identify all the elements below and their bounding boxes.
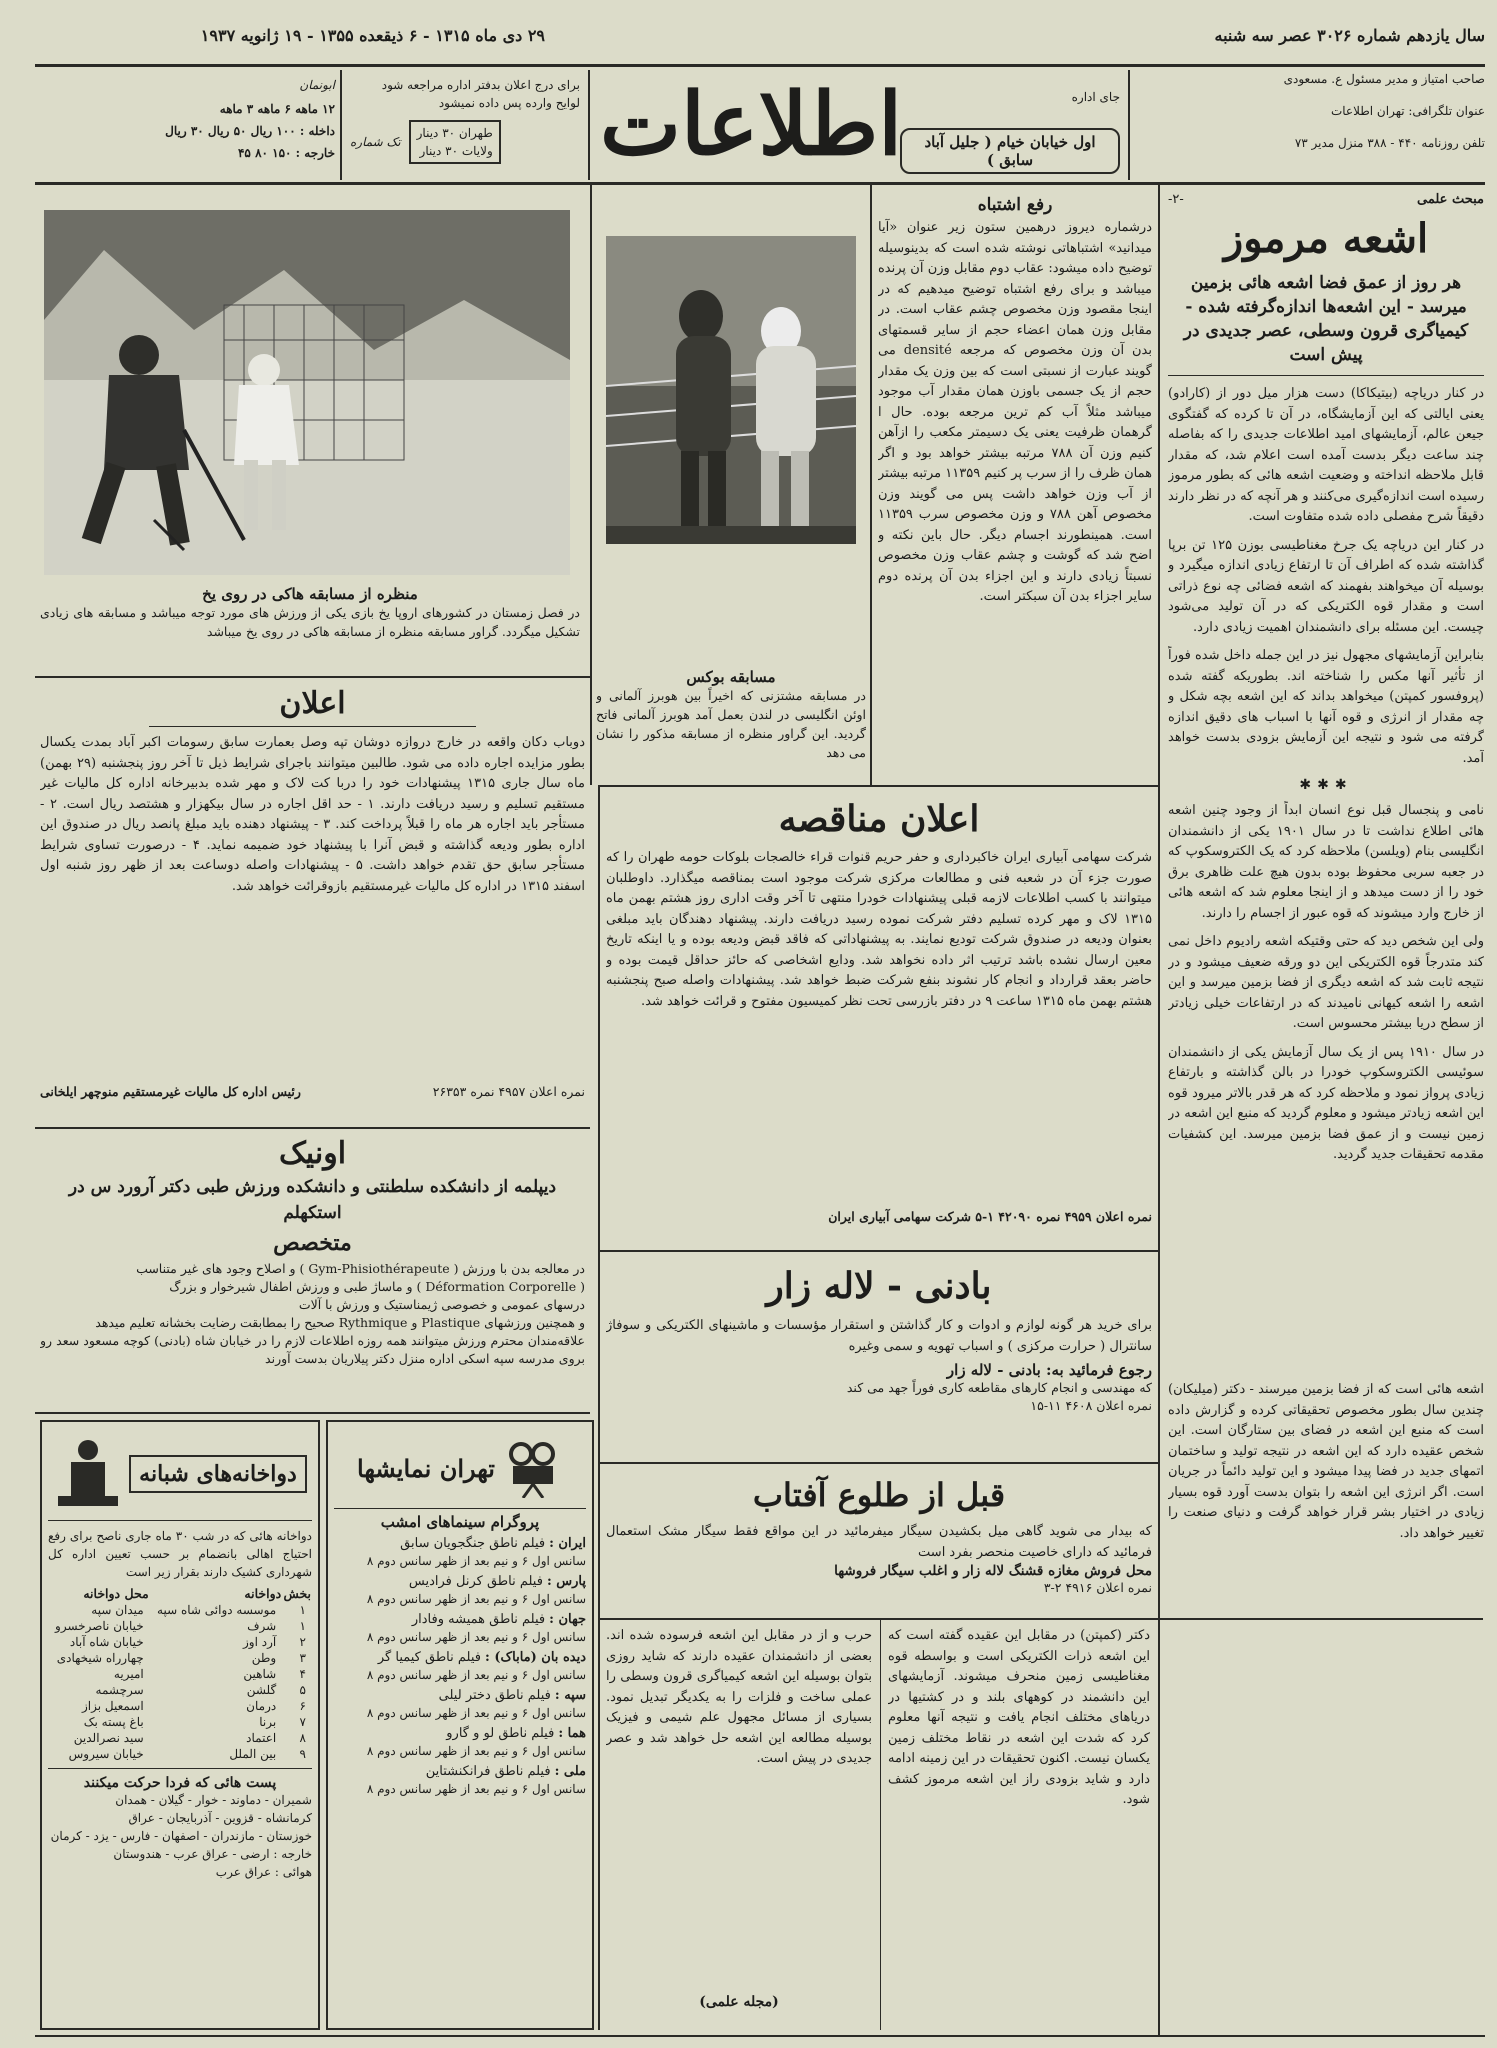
table-cell: چهارراه شیخهادی (56, 1651, 144, 1665)
notice-number: نمره اعلان ۴۹۵۷ نمره ۲۶۳۵۳ (432, 1084, 585, 1099)
boxing-image (606, 236, 856, 544)
projector-icon (503, 1438, 563, 1498)
table-cell: امیریه (113, 1667, 144, 1681)
table-cell: خیابان ناصرخسرو (55, 1619, 144, 1633)
hockey-image (44, 210, 570, 575)
pharmacy-box (40, 1420, 320, 2030)
table-row (48, 1682, 312, 1698)
separator-ornament: ✱✱✱ (1299, 777, 1353, 793)
tender-ad (606, 790, 1152, 1245)
col-location: محل دواخانه (83, 1586, 149, 1601)
science-cont-b: دکتر (کمپتن) در مقابل این عقیده گفته است که این اشعه ذرات الکتریکی است و بواسطه قوه مغناطیسی زمین منحرف میشوند. آزمایشهای این دانشمند در کوههای بلند و در کشتیها در دریاهای مختلف انجام یافت و نتیجه آنها معلوم کرد که شدت این اشعه در نقاط مختلف زمین یکسان نیست. اکنون تحقیقات در این زمینه ادامه دارد و شاید بزودی راز این اشعه مرموز کشف شود. (888, 1628, 1150, 1807)
table-row (48, 1666, 312, 1682)
sunrise-title: قبل از طلوع آفتاب (752, 1476, 1006, 1514)
cinema-program-title: پروگرام سینماهای امشب (380, 1513, 540, 1531)
table-cell: ۱ (299, 1603, 306, 1617)
table-cell: ۵ (299, 1683, 306, 1697)
cinema-film: فیلم ناطق کرنل فرادیس (408, 1574, 543, 1589)
cinema-header (334, 1428, 586, 1509)
sunrise-body: که بیدار می شوید گاهی میل بکشیدن سیگار میفرمائید در این مواقع فقط سیگار مشک استعمال فرمائید که دارای خاصیت منحصر بفرد است (606, 1524, 1152, 1560)
pharmacy-table (48, 1585, 312, 1762)
cinema-showtimes: سانس اول ۶ و نیم بعد از ظهر سانس دوم ۸ (366, 1630, 586, 1644)
hockey-caption-text: در فصل زمستان در کشورهای اروپا یخ بازی یکی از ورزش های مورد توجه میباشد و مسابقه های زیادی تشکیل میگردد. گراور مسابقه منظره از مسابقه هاکی در روی یخ میباشد (40, 605, 580, 639)
cinema-showtimes: سانس اول ۶ و نیم بعد از ظهر سانس دوم ۸ (366, 1668, 586, 1682)
science-continued-mid (888, 1626, 1150, 2026)
table-cell: آرد اوز (243, 1635, 277, 1649)
phone-line: تلفن روزنامه ۴۴۰ - ۳۸۸ منزل مدیر ۷۳ (1294, 136, 1485, 150)
cinema-entry (334, 1725, 586, 1759)
cinema-name: پارس : (546, 1574, 586, 1589)
post-line: شمیران - دماوند - خوار - گیلان - همدان (115, 1793, 312, 1807)
article-paragraph: در کنار دریاچه (بیتیکاکا) دست هزار میل دور از (کارادو) یعنی ایالتی که این آزمایشگاه، در آن تا کرده که گفتگوی جیعن عالم، آزمایشهای امید اطلاعات جدیدی را که بفاصله چند ساعت دیگر بدست آمده است اعلام شد، که مقدار قابل ملاحظه انداخته و وضعیت اشعه هائی که بطور مرموز رسیده است اندازه‌گیری می‌کنند و هر آنچه که در نظر دارند دقیقاً شرح مفصلی داده شده متفاوت است. (1168, 386, 1484, 524)
table-row (48, 1618, 312, 1634)
post-line: هوائی : عراق عرب (215, 1865, 312, 1879)
inik-specialty: متخصص (273, 1230, 352, 1256)
table-cell: برنا (259, 1715, 277, 1729)
cinema-showtimes: سانس اول ۶ و نیم بعد از ظهر سانس دوم ۸ (366, 1706, 586, 1720)
tender-title: اعلان مناقصه (778, 798, 980, 840)
table-cell: ۴ (299, 1667, 306, 1681)
issue-date: ۲۹ دی ماه ۱۳۱۵ - ۶ ذیقعده ۱۳۵۵ - ۱۹ ژانویه ۱۹۳۷ (200, 26, 545, 45)
subscription-label: ابونمان (299, 78, 335, 92)
table-cell: خیابان شاه آباد (69, 1635, 144, 1649)
subscription-domestic: داخله : ۱۰۰ ریال ۵۰ ریال ۳۰ ریال (165, 124, 335, 138)
pharmacist-icon (53, 1434, 123, 1514)
cinema-entry (334, 1649, 586, 1683)
table-row (48, 1602, 312, 1618)
table-cell: میدان سپه (91, 1603, 144, 1617)
cinema-showtimes: سانس اول ۶ و نیم بعد از ظهر سانس دوم ۸ (366, 1554, 586, 1568)
article-subtitle: هر روز از عمق فضا اشعه هائی بزمین میرسد - این اشعه‌ها اندازه‌گرفته شده - کیمیاگری قرون وسطی، عصر جدیدی در پیش است (1183, 273, 1469, 365)
pharmacy-title: دواخانه‌های شبانه (129, 1455, 307, 1493)
correction-title: رفع اشتباه (977, 195, 1053, 215)
table-cell: ۱ (299, 1619, 306, 1633)
science-continued-right (1168, 1380, 1484, 2030)
badeni-ad (606, 1256, 1152, 1456)
tehran-price: طهران ۳۰ دینار (416, 126, 493, 140)
table-cell: ۶ (299, 1699, 306, 1713)
hockey-photo (44, 210, 570, 575)
table-row (48, 1634, 312, 1650)
subscription-foreign: خارجه : ۱۵۰ ۸۰ ۴۵ (237, 146, 335, 160)
table-cell: ۷ (299, 1715, 306, 1729)
bills-note: لوایح وارده پس داده نمیشود (438, 96, 580, 110)
cinema-entry (334, 1573, 586, 1607)
masthead-owner-block (1140, 70, 1485, 180)
newspaper-logo: اطلاعات (600, 74, 903, 175)
inik-subtitle: دیپلمه از دانشکده سلطنتی و دانشکده ورزش طبی دکتر آرورد س در استکهلم (68, 1177, 557, 1223)
tender-footer: نمره اعلان ۴۹۵۹ نمره ۴۲۰۹۰ ۱-۵ شرکت سهامی آبیاری ایران (828, 1209, 1152, 1224)
table-row (48, 1746, 312, 1762)
cinema-film: فیلم ناطق کیمیا گر (377, 1650, 481, 1665)
boxing-caption-text: در مسابقه مشتزنی که اخیراً بین هوبرز آلمانی و اوئن انگلیسی در لندن بعمل آمد هوبرز آلمانی فاتح گردید. این گراور منظره از مسابقه مذکور را نشان می دهد (596, 688, 866, 760)
sunrise-ad (606, 1468, 1152, 1616)
pharmacy-header (48, 1428, 312, 1521)
correction-body: درشماره دیروز درهمین ستون زیر عنوان «آیا میدانید» اشتباهاتی نوشته شده است که بدینوسیله توضیح داده میشود: عقاب دوم مقابل وزن آن پرنده میباشد و برای رفع اشتباه توضیح میدهیم که در اینجا مقصود وزن مخصوص چشم عقاب است. در مقابل وزن همان اعضاء حجم از سایر قسمتهای بدن آن وزن مخصوص که مرجعه densité می گویند عبارت از نسبتی است که بین وزن یک مقدار حجم از یک جسمی باوزن همان مقدار آب موجود میباشد مثلاً آب کم ترین مرجعه بوده. حال ا گرهمان ظرفیت یعنی یک دسیمتر مکعب را ازآهن کنیم وزن آن ۷۸۸ مرتبه بیشتر خواهد بود و اگر همان ظرف را از سرب پر کنیم ۱۱۳۵۹ مرتبه بیشتر از آب وزن خواهد داشت پس می گویند وزن مخصوص آهن ۷۸۸ و وزن مخصوص سرب ۱۱۳۵۹ است. همینطورند اجسام دیگر. حال باین نکته و اضح شد که گوشت و چشم عقاب وزن مخصوص نسبتاً زیادی دارند و این اجزاء بدن آن پرنده دوم سایر اجزاء بدن آن سبکتر است. (878, 220, 1152, 604)
cinema-showtimes: سانس اول ۶ و نیم بعد از ظهر سانس دوم ۸ (366, 1782, 586, 1796)
cinema-showtimes: سانس اول ۶ و نیم بعد از ظهر سانس دوم ۸ (366, 1592, 586, 1606)
cinema-name: دیده بان (ماباک) : (485, 1650, 586, 1665)
address-block (900, 88, 1120, 168)
notice-title: اعلان (279, 686, 346, 721)
sunrise-footer: نمره اعلان ۴۹۱۶ ۲-۳ (1043, 1580, 1152, 1595)
article-paragraph: بنابراین آزمایشهای مجهول نیز در این جمله داخل شده فوراً از تأثیر آنها مکس را شناخته اند. بطوریکه گفته شده (پروفسور کمپتن) میخواهد بداند که این اشعه بچه شکل و چه مقدار از انرژی و قوه آنها با اسباب های دقیق اندازه گرفته می شود و نتیجه این آزمایش بزودی بدست خواهد آمد. (1168, 648, 1484, 766)
post-line: کرمانشاه - قزوین - آذربایجان - عراق (128, 1811, 312, 1825)
inik-title: اونیک (278, 1136, 347, 1171)
cinema-film: فیلم ناطق همیشه وفادار (411, 1612, 546, 1627)
table-cell: ۸ (299, 1731, 306, 1745)
ads-note: برای درج اعلان بدفتر اداره مراجعه شود (381, 78, 580, 92)
article-title: اشعه مرموز (1223, 215, 1429, 262)
masthead-rule (35, 182, 1485, 185)
cinema-name: هما : (558, 1726, 586, 1741)
cinema-film: فیلم ناطق دختر لیلی (438, 1688, 551, 1703)
article-paragraph: ولی این شخص دید که حتی وقتیکه اشعه رادیوم داخل نمی کند متدرجاً قوه الکتریکی این دو ورقه ضعیف میشود و در نتیجه ثابت شد که اشعه دیگری از فضا بزمین میرسد و این اشعه را اشعه کیهانی نامیدند که در ارتفاعات خیلی زیادتر از سطح دریا بیشتر محسوس است. (1168, 934, 1484, 1031)
correction-article (878, 192, 1152, 782)
ads-info-block (350, 76, 580, 180)
table-cell: خیابان سیروس (68, 1747, 144, 1761)
top-rule (35, 64, 1485, 67)
cinema-list (334, 1535, 586, 1797)
section-label: مبحث علمی (1417, 192, 1484, 207)
table-cell: باغ پسته بک (83, 1715, 144, 1729)
table-row (48, 1650, 312, 1666)
address-text: اول خیابان خیام ( جلیل آباد سابق ) (900, 128, 1120, 174)
telegraph-line: عنوان تلگرافی: تهران اطلاعات (1330, 104, 1485, 118)
table-cell: وطن (251, 1651, 277, 1665)
table-row (48, 1714, 312, 1730)
hockey-caption (40, 585, 580, 670)
boxing-photo (606, 236, 856, 544)
cinema-header-title: تهران نمایشها (357, 1453, 495, 1483)
notice-signature: رئیس اداره کل مالیات غیرمستقیم منوچهر ایلخانی (40, 1084, 301, 1099)
subscription-periods: ۱۲ ماهه ۶ ماهه ۳ ماهه (219, 102, 335, 116)
table-cell: موسسه دوائی شاه سپه (157, 1603, 277, 1617)
cinema-entry (334, 1687, 586, 1721)
table-cell: بین الملل (229, 1747, 277, 1761)
pharmacy-intro: دواخانه هائی که در شب ۳۰ ماه جاری ناصح برای رفع احتیاج اهالی بانضمام بر حسب تعیین اداره کل شهرداری کشیک دارند بقرار زیر است (48, 1529, 312, 1579)
tender-body: شرکت سهامی آبیاری ایران خاکبرداری و حفر حریم قنوات قراء خالصجات بلوکات حومه طهران را که صورت جزء آن در شعبه فنی و مطالعات مرکزی شرکت موجود است بمناقصه میگذارد. داوطلبان میتوانند با کسب اطلاعات لازمه قبلی پیشنهادات خودرا منتهی تا آخر وقت اداری روز هشتم بهمن ماه ۱۳۱۵ لاک و مهر کرده تسلیم دفتر شرکت نموده رسید دریافت دارند. پیشنهاد دهندگان باید مبلغی بعنوان ودیعه در صندوق شرکت تودیع نمایند. به پیشنهاداتی که فاقد قبض ودیعه بوده و یا اینکه تاریخ معین ارسال نشده باشد ترتیب اثر داده نخواهد شد. ودایع اشخاصی که حائز حداقل قیمت بوده و حاضر بعقد قرارداد و انجام کار نشوند بنفع شرکت ضبط خواهد شد. پیشنهادات واصله صبح پنجشنبه هشتم بهمن ماه ۱۳۱۵ ساعت ۹ در دفتر بازرسی تحت نظر کمیسیون مفتوح و قرائت خواهد شد. (606, 850, 1152, 1009)
article-paragraph: نامی و پنجسال قبل نوع انسان ابداً از وجود چنین اشعه هائی اطلاع نداشت تا در سال ۱۹۰۱ یکی از دانشمندان انگلیسی بنام (ویلسن) ملاحظه کرد که یک الکتروسکوپ که در جعبه سربی محفوظ بوده بدون هیچ علت ظاهری برق خود را از دست میدهد و از اینجا معلوم شد که اشعه هائی از خارج وارد میشوند که قوه عبور از اجسام را دارند. (1168, 803, 1484, 921)
article-paragraph: در کنار این دریاچه یک جرخ مغناطیسی بوزن ۱۲۵ تن برپا گذاشته شده که اطراف آن تا ارتفاع زیادی اندازه میگیرد و بوسیله آن میخواهند بفهمند که اشعه فضائی چه نوع ذراتی است و مقدار قوه الکتریکی که در آن تولید می‌شود چیست. این مسئله برای دانشمندان اهمیت زیادی دارد. (1168, 537, 1484, 635)
cinema-entry (334, 1535, 586, 1569)
badeni-title: بادنی - لاله زار (766, 1265, 992, 1307)
boxing-caption-title: مسابقه بوکس (686, 668, 776, 686)
badeni-note: که مهندسی و انجام کارهای مقاطعه کاری فوراً جهد می کند (846, 1380, 1152, 1395)
cinema-entry (334, 1763, 586, 1797)
badeni-contact: رجوع فرمائید به: بادنی - لاله زار (946, 1361, 1152, 1379)
science-continued-left (606, 1626, 872, 2026)
table-cell: شرف (247, 1619, 277, 1633)
inik-ad (40, 1134, 585, 1424)
cinema-showtimes: سانس اول ۶ و نیم بعد از ظهر سانس دوم ۸ (366, 1744, 586, 1758)
cinema-name: سپه : (554, 1688, 586, 1703)
issue-info: سال یازدهم شماره ۳۰۲۶ عصر سه شنبه (1214, 26, 1485, 45)
table-cell: درمان (246, 1699, 277, 1713)
inik-line: درسهای عمومی و خصوصی ژیمناستیک و ورزش با آلات (298, 1297, 585, 1312)
post-line: خارجه : ارضی - عراق عرب - هندوستان (113, 1847, 312, 1861)
article-paragraph: در سال ۱۹۱۰ پس از یک سال آزمایش یکی از دانشمندان سوئیسی الکتروسکوپ خودرا در بالن گذاشته و بارتفاع زیادی پرواز نمود و ملاحظه کرد که هر قدر بالاتر میرود قوه این اشعه زیادتر میشود و معلوم گردید که منبع این اشعه در زمین نیست و از عمق فضا بزمین میرسد. این کشفیات مقدمه تحقیقات جدید گردید. (1168, 1044, 1484, 1162)
cinema-box (326, 1420, 594, 2030)
owner-line: صاحب امتیاز و مدیر مسئول ع. مسعودی (1283, 72, 1485, 86)
table-cell: سید نصرالدین (73, 1731, 144, 1745)
subscription-block (40, 76, 335, 180)
cinema-name: ملی : (554, 1764, 586, 1779)
cinema-film: فیلم ناطق لو و گارو (446, 1726, 555, 1741)
col-pharmacy: دواخانه (244, 1586, 282, 1601)
hockey-caption-title: منظره از مسابقه هاکی در روی یخ (202, 585, 418, 603)
badeni-footer: نمره اعلان ۴۶۰۸ ۱۱-۱۵ (1030, 1398, 1152, 1413)
table-cell: اعتماد (246, 1731, 277, 1745)
boxing-caption (596, 668, 866, 783)
single-issue-label: تک شماره (350, 135, 401, 149)
science-cont-a: اشعه هائی است که از فضا بزمین میرسند - دکتر (میلیکان) چندین سال بطور مخصوص تحقیقاتی کرده و گزارش داده است که منبع این اشعه در فضای بین ستارگان است. این شخص عقیده دارد که این اشعه در نتیجه تولید و ساختمان اتمهای جدید در فضا پیدا میشود و این تولید دائماً در جریان است. اگر انرژی این اشعه را بتوان بدست آورد قوه بسیار زیادی در اختیار بشر قرار خواهد گرفت و دنیای صنعت را تغییر خواهد داد. (1168, 1382, 1484, 1541)
table-row (48, 1730, 312, 1746)
address-label: جای اداره (1071, 90, 1120, 104)
inik-address: علاقه‌مندان محترم ورزش میتوانند همه روزه اطلاعات لازم را در خیابان شاه (بادنی) کوچه مسعود سعد رو بروی مدرسه سپه اسکی اداره منزل دکتر پیلاریان بدست آورند (40, 1333, 585, 1366)
post-title: پست هائی که فردا حرکت میکنند (83, 1775, 277, 1791)
province-price: ولایات ۳۰ دینار (419, 144, 493, 158)
notice-ad (40, 682, 585, 1122)
table-row (48, 1698, 312, 1714)
table-cell: ۲ (299, 1635, 306, 1649)
table-cell: اسمعیل بزاز (81, 1699, 144, 1713)
table-cell: ۳ (299, 1651, 306, 1665)
cinema-name: ایران : (549, 1536, 586, 1551)
page-number: -۲- (1168, 192, 1184, 207)
cinema-film: فیلم ناطق فرانکنشتاین (425, 1764, 551, 1779)
sunrise-place: محل فروش مغازه قشنگ لاله زار و اغلب سیگار فروشها (834, 1563, 1152, 1579)
table-cell: ۹ (299, 1747, 306, 1761)
science-source: (مجله علمی) (699, 1994, 779, 2010)
science-article (1168, 192, 1484, 1372)
inik-line: و همچنین ورزشهای Plastique و Rythmique صحیح را بمطابقت رضایت بخشانه تعلیم میدهد (95, 1315, 585, 1330)
table-cell: سرچشمه (95, 1683, 144, 1697)
inik-line: ( Déformation Corporelle ) و ماساژ طبی و ورزش اطفال شیرخوار و بزرگ (169, 1279, 585, 1294)
cinema-name: جهان : (549, 1612, 586, 1627)
cinema-entry (334, 1611, 586, 1645)
cinema-film: فیلم ناطق جنگجویان سابق (400, 1536, 546, 1551)
badeni-body: برای خرید هر گونه لوازم و ادوات و کار گذاشتن و استقرار مؤسسات و ماشینهای الکتریکی و سوفاژ سانترال ( حرارت مرکزی ) و اسباب تهویه و سمی وغیره (606, 1318, 1152, 1354)
notice-body: دوباب دکان واقعه در خارج دروازه دوشان تپه وصل بعمارت سابق رسومات اکبر آباد بمدت یکسال بطور مزایده اجاره داده می شود. طالبین میتوانند باجرای شرایط ذیل تا آخر روز پنجشنبه (۲۹ بهمن) ماه سال جاری ۱۳۱۵ پیشنهادات خود را دربا کت لاک و مهر شده بدبیرخانه اداره کل مالیات غیر مستقیم تسلیم و رسید دریافت دارند. ۱ - حد اقل اجاره در سال بیکهزار و هشتصد ریال است. ۲ - مستأجر باید اجاره هر ماه را قبلاً پرداخت کند. ۳ - پیشنهاد دهنده باید مبلغ پانصد ریال در صندوق این اداره بطور ودیعه گذاشته و قبض آنرا با پیشنهاد خود ضمیمه نماید. ۴ - درصورت تساوی شرایط مستأجر سابق حق تقدم خواهد داشت. ۵ - پیشنهادات واصله دوساعت بعد از ظهر روز شنبه اول اسفند ۱۳۱۵ در اداره کل مالیات غیرمستقیم بازوقرائت خواهد شد. (40, 735, 585, 894)
science-cont-c: حرب و از در مقابل این اشعه فرسوده شده اند. بعضی از دانشمندان عقیده دارند که شاید روزی بتوان بوسیله این اشعه کیمیاگری قرون وسطی را عملی ساخت و فلزات را به یکدیگر تبدیل نمود. بسیاری از مسائل مجهول علم شیمی و فیزیک بوسیله مطالعه این اشعه حل خواهد شد و عصر جدیدی در پیش است. (606, 1628, 872, 1766)
col-district: بخش (283, 1586, 311, 1601)
inik-line: در معالجه بدن با ورزش ( Gym-Phisiothérapeute ) و اصلاح وجود های غیر متناسب (136, 1261, 585, 1276)
table-cell: گلشن (246, 1683, 277, 1697)
table-cell: شاهین (243, 1667, 277, 1681)
post-line: خوزستان - مازندران - اصفهان - فارس - یزد - کرمان (50, 1829, 312, 1843)
